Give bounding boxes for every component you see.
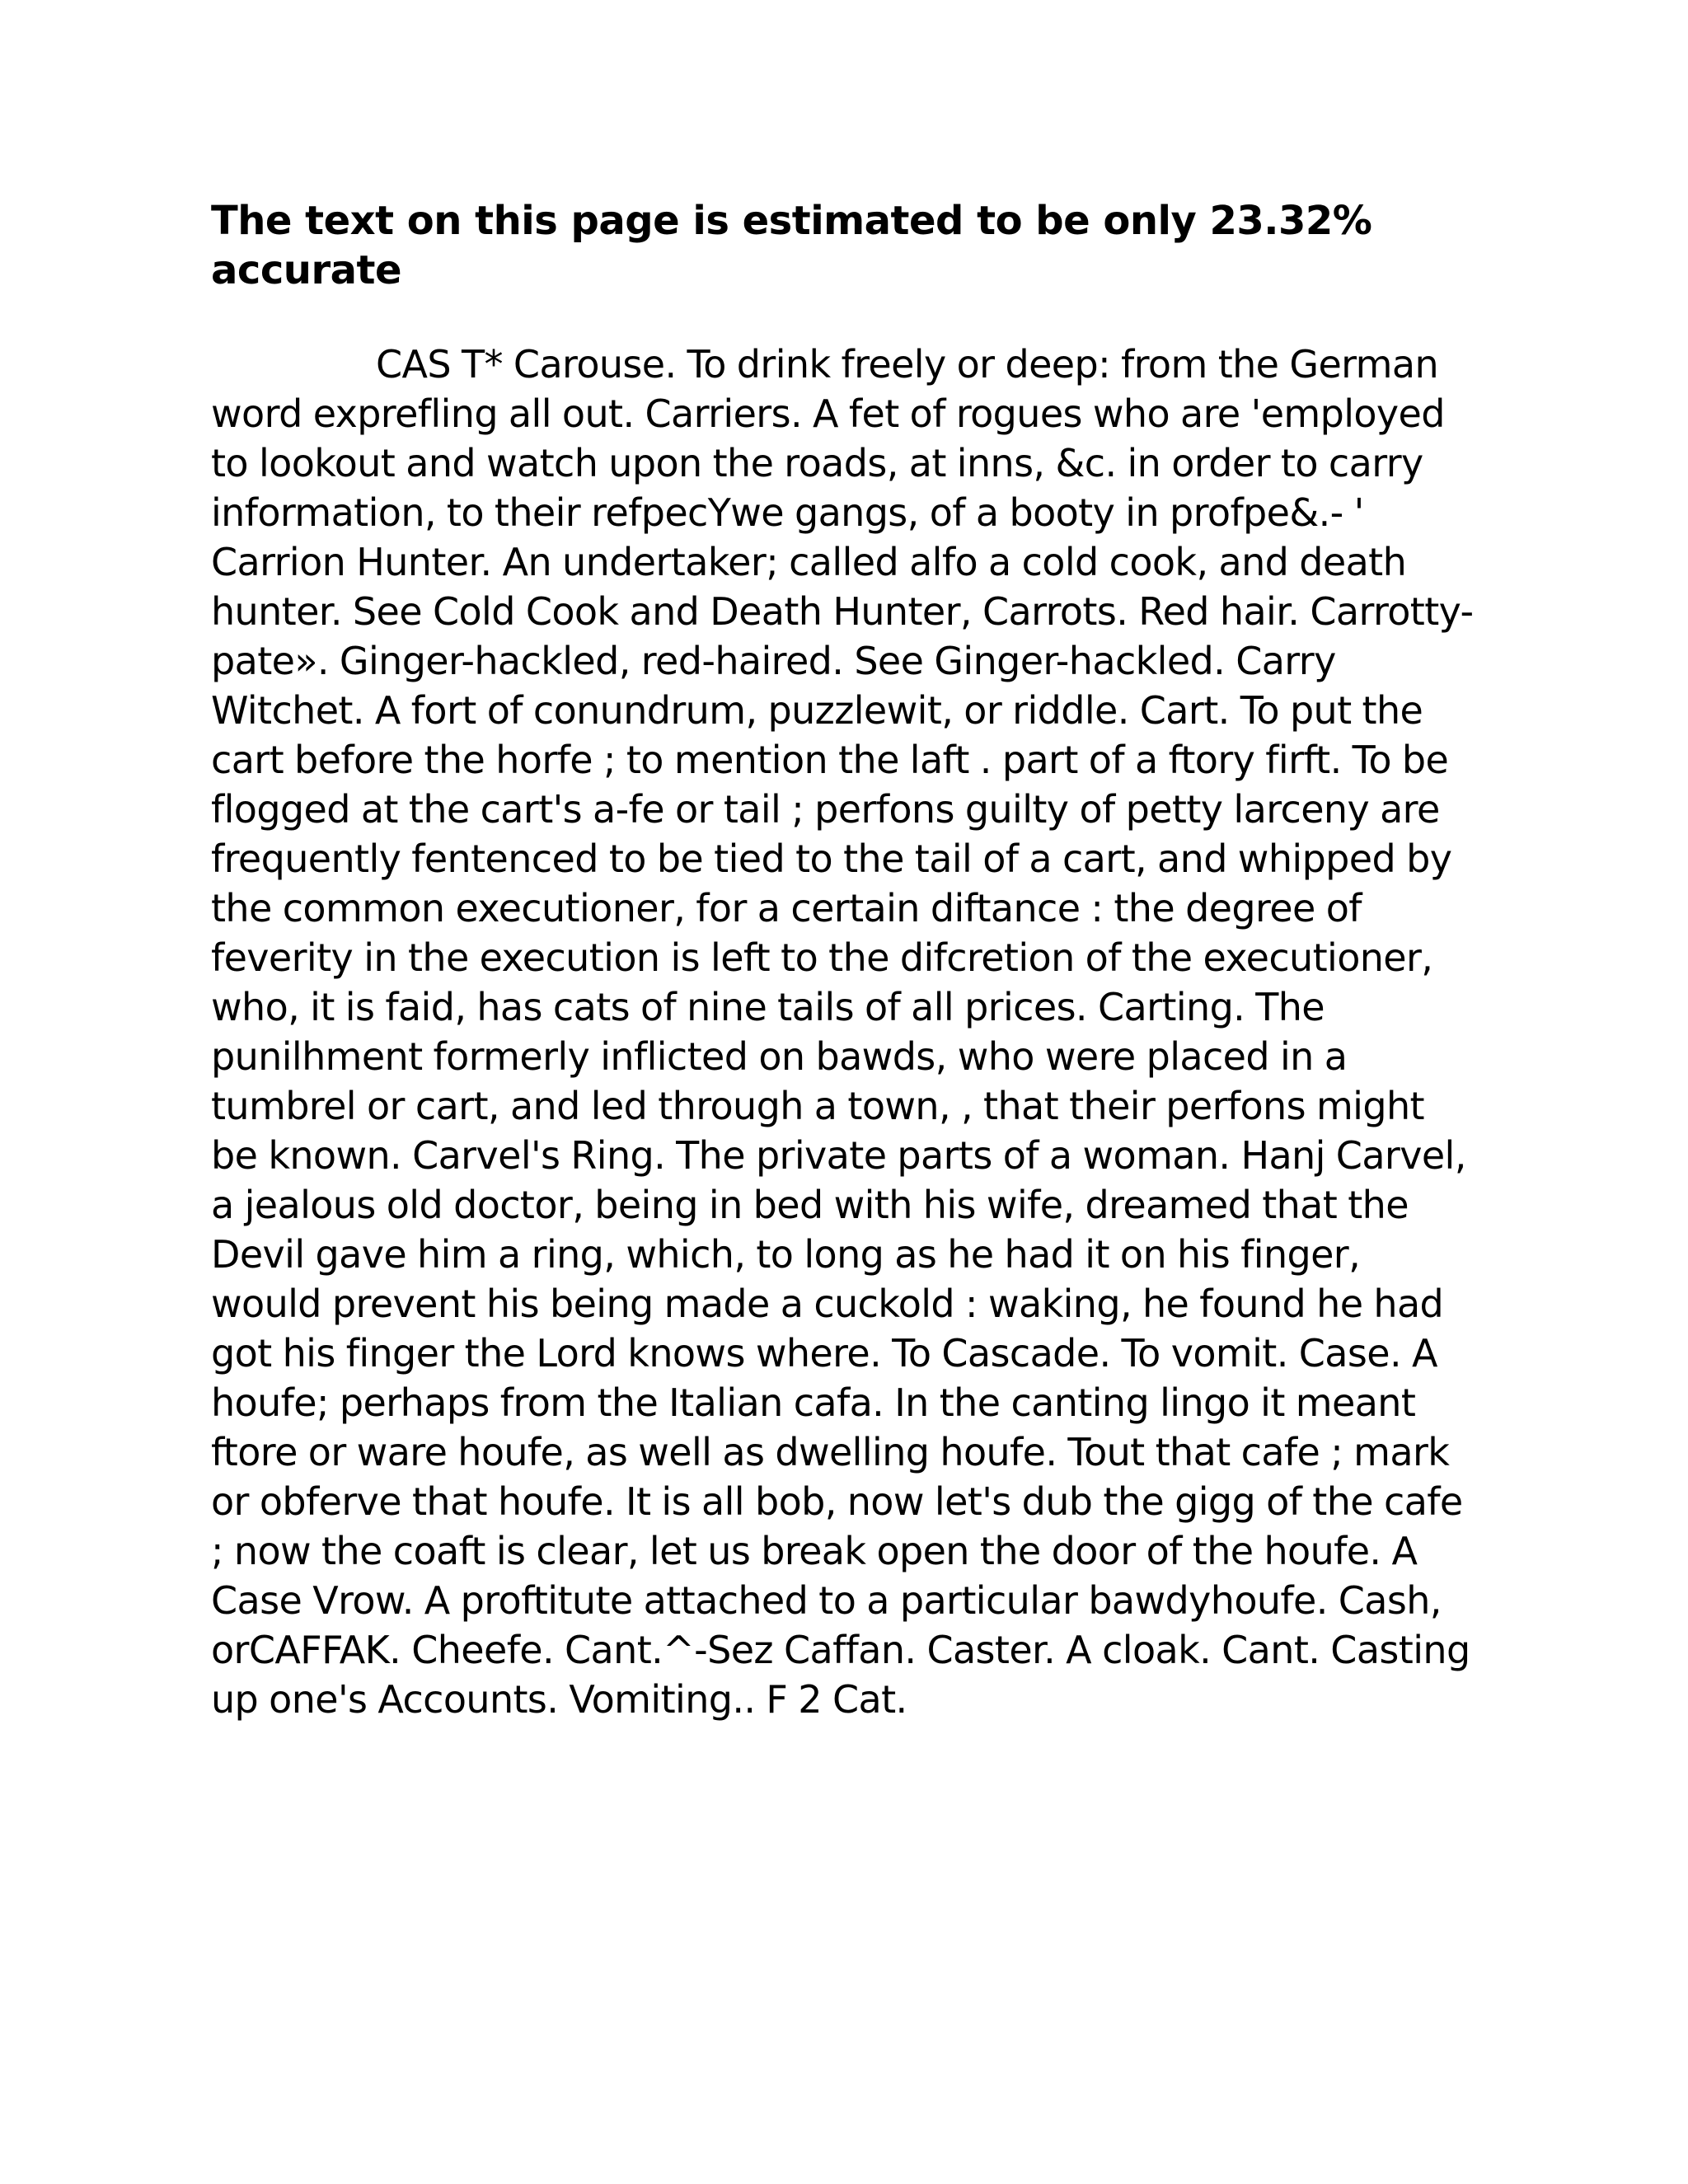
ocr-body-text: CAS T* Carouse. To drink freely or deep: from the German word exprefling all out. Carriers. A fet of rogues who are 'employed to lookout and watch upon the roads, at inns, &c. in order to carry information, to their refpecYwe gangs, of a booty in profpe&.- ' Carrion Hunter. An undertaker; called alfo a cold cook, and death hunter. See Cold Cook and Death Hunter, Carrots. Red hair. Carrotty-pate». Ginger-hackled, red-haired. See Ginger-hackled. Carry Witchet. A fort of conundrum, puzzlewit, or riddle. Cart. To put the cart before the horfe ; to mention the laft . part of a ftory firft. To be flogged at the cart's a-fe or tail ; perfons guilty of petty larceny are frequently fentenced to be tied to the tail of a cart, and whipped by the common executioner, for a certain diftance : the degree of feverity in the execution is left to the difcretion of the executioner, who, it is faid, has cats of nine tails of all prices. Carting. The punilhment formerly inflicted on bawds, who were placed in a tumbrel or cart, and led through a town, , that their perfons might be known. Carvel's Ring. The private parts of a woman. Hanj Carvel, a jealous old doctor, being in bed with his wife, dreamed that the Devil gave him a ring, which, to long as he had it on his finger, would prevent his being made a cuckold : waking, he found he had got his finger the Lord knows where. To Cascade. To vomit. Case. A houfe; perhaps from the Italian cafa. In the canting lingo it meant ftore or ware houfe, as well as dwelling houfe. Tout that cafe ; mark or obferve that houfe. It is all bob, now let's dub the gigg of the cafe ; now the coaft is clear, let us break open the door of the houfe. A Case Vrow. A proftitute attached to a particular bawdyhoufe. Cash, orCAFFAK. Cheefe. Cant.^-Sez Caffan. Caster. A cloak. Cant. Casting up one's Accounts. Vomiting.. F 2 Cat. [211, 342, 1474, 1722]
accuracy-heading: The text on this page is estimated to be only 23.32% accurate [211, 198, 1372, 293]
